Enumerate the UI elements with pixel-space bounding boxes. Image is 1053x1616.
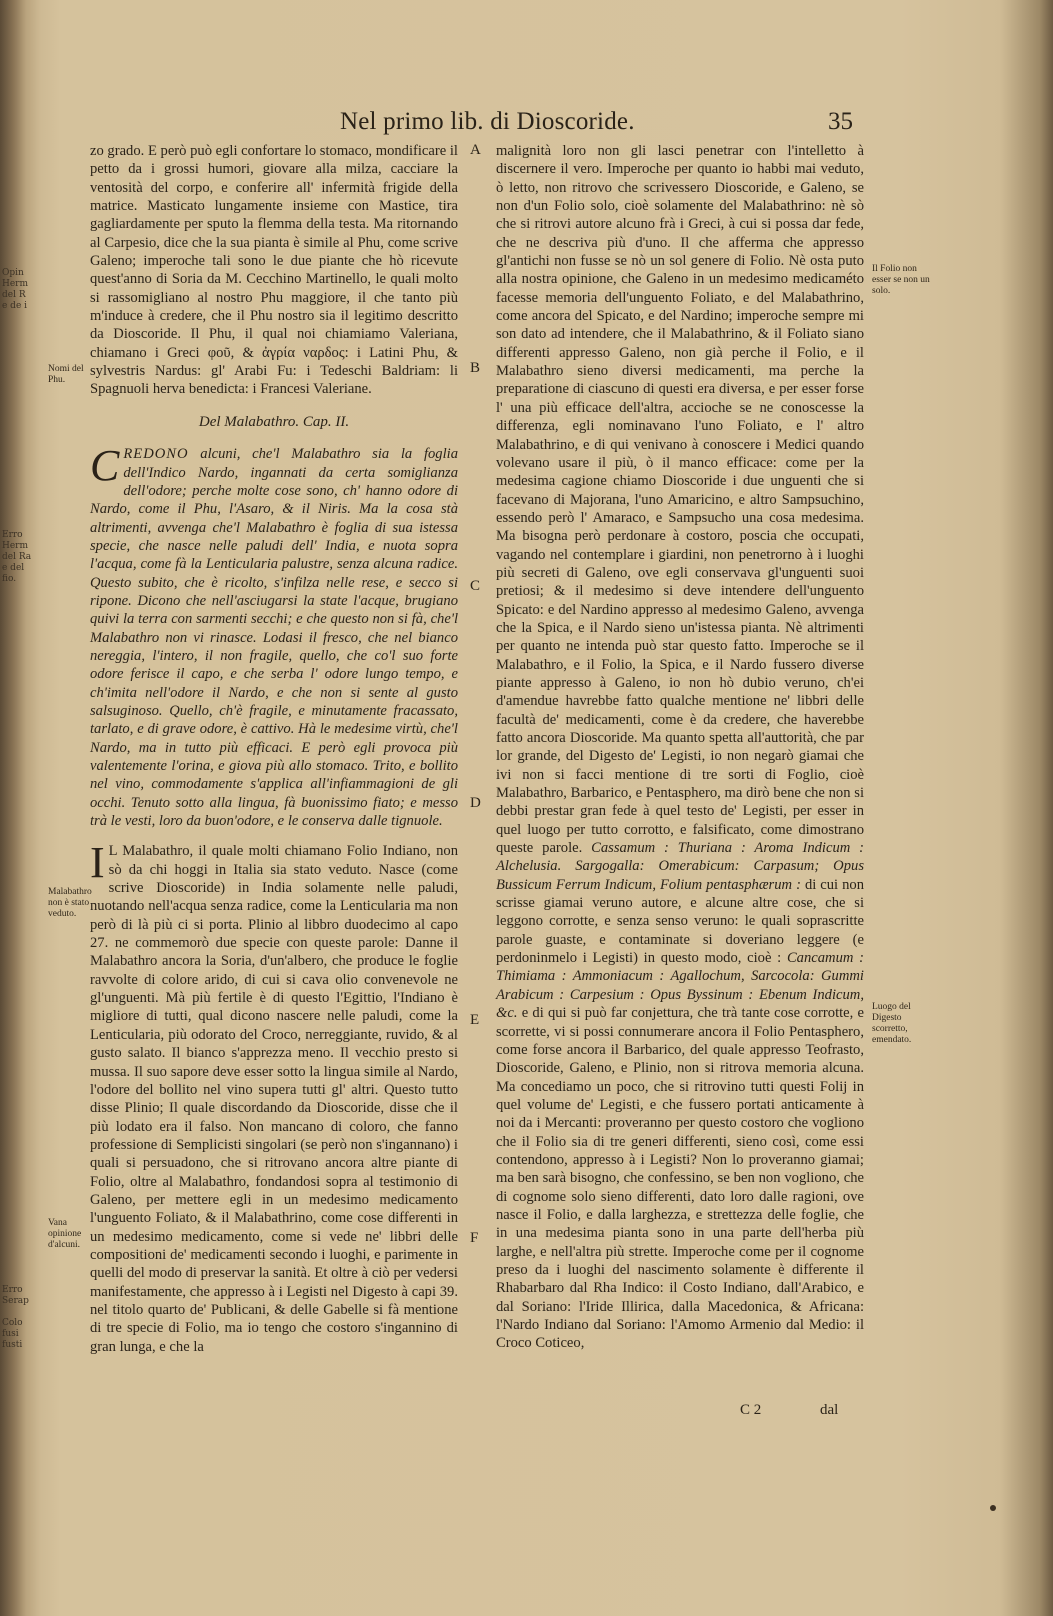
section-letter: C (470, 578, 481, 594)
opening-small-caps: REDONO (123, 446, 189, 463)
prev-margin-note: Opin (2, 268, 24, 278)
commentary-text (90, 838, 458, 1356)
prev-margin-note: fio. (2, 574, 17, 584)
chapter-body: alcuni, che'l Malabathro sia la foglia dell'Indico Nardo, ingannati da certa somiglianza dell'odore; perche molte cose sono, ch' hanno odore di Nardo, come il Phu, l'Asaro, & il Niris. Ma la cosa stà altrimenti, avvenga che'l Malabathro è foglia di sua istessa specie, che nasce nelle paludi dell' India, e nuota sopra l'acqua, come fà la Lenticularia palustre, senza alcuna radice. Questo subito, che è ricolto, s'infilza nelle rese, e secco si ripone. Dicono che nell'asciugarsi la state l'acque, brugiano quivi la terra con sarmenti secchi; e che questo non si fà, che'l Malabathro non vi rinasce. Lodasi il fresco, che nel bianco nereggia, l'intero, il non fragile, quello, che co'l suo forte odore ferisce il capo, e che serba l' odore lungo tempo, e ch'imita nell'odore il Nardo, e che non si sente al gusto salsuginoso. Quello, ch'è fragile, e minutamente fracassato, tarlato, e di grave odore, è cattivo. Hà le medesime virtù, che'l Nardo, ma in tutto più efficaci. E però egli provoca più valentemente l'orina, e giova più allo stomaco. Trito, e bollito nel vino, commodamente s'applica all'infiammagioni de gli occhi. Tenuto sotto alla lingua, fà buonissimo fiato; e messo trà le vesti, loro da buon'odore, e le conserva dalle tignuole. (90, 446, 458, 830)
page-number: 35 (828, 108, 853, 135)
side-note-folio: Il Folio non esser se non un solo. (872, 264, 930, 296)
prev-margin-note: e de i (2, 301, 28, 311)
prev-margin-note: e del (2, 563, 25, 573)
side-note-vana-opinione: Vana opinione d'alcuni. (48, 1218, 82, 1250)
drop-cap: I (90, 838, 105, 888)
prev-margin-note: Erro (2, 1285, 23, 1295)
commentary-body: L Malabathro, il quale molti chiamano Folio Indiano, non sò da chi hoggi in Italia sia stato veduto. Nasce (come scrive Dioscoride) in India solamente nelle paludi, nuotando nell'acqua senza radice, come la Lenticularia ma non però di là più ci si porta. Plinio al libbro duodecimo al capo 27. ne commemorò due specie con queste parole: Danne il Malabathro ancora la Soria, d'un'albero, che produce le foglie ravvolte di colore arido, di cui si cava olio convenevole ne gl'unguenti. Mà più fertile è di questo l'Egittio, l'Indiano è migliore di tutti, qual dicono nascere nelle paludi, come la Lenticularia, più odorato del Croco, nerreggiante, ruvido, & al gusto salato. Il bianco s'apprezza meno. Il vecchio presto si mussa. Il suo sapore deve esser sotto la lingua simile al Nardo, l'odore del bollito nel vino supera tutti gl' altri. Questo tutto disse Plinio; Il quale discordando da Dioscoride, disse che il più lodato era il falso. Non mancano di coloro, che fanno professione di Semplicisti singolari (se però non s'ingannano) i quali si persuadono, che si ritrovano ancora altre piante di Folio, oltre al Malabathro, fondandosi sopra al testimonio di Galeno, per mettere egli in un medesimo medicamento l'unguento Foliato, & il Malabathrino, come cose differenti in un medesimo medicamento, come si vede ne' libbri delle compositioni de' medicamenti secondo i luoghi, e parimente in quelli del modo di preservar la sanità. Et oltre à ciò per vedersi manifestamente, che appresso à i Legisti nel Digesto à capi 39. nel titolo quarto de' Publicani, & delle Gabelle si fà mentione di tre specie di Folio, ma io tengo che costoro s'ingannino di gran lunga, e che la (90, 843, 458, 1355)
section-letter: F (470, 1230, 479, 1246)
side-note-nomi: Nomi del Phu. (48, 364, 84, 385)
prev-margin-note: Colo (2, 1318, 23, 1328)
side-note-malabathro: Malabathro non è stato veduto. (48, 887, 92, 919)
signature-mark: C 2 (740, 1402, 762, 1418)
corrupt-quote: Cassamum : Thuriana : Aroma Indicum : Alchelusia. Sargogalla: Omerabicum: Carpasum; Opus Bussicum Ferrum Indicum, Folium pentasphærum : (496, 840, 864, 893)
prev-margin-note: Erro (2, 530, 23, 540)
section-letter: B (470, 360, 481, 376)
prev-margin-note: Serap (2, 1296, 29, 1306)
section-letter: D (470, 795, 481, 811)
prev-margin-note: fusti (2, 1340, 23, 1350)
prev-margin-note: del Ra (2, 552, 32, 562)
paragraph: di cui non scrisse giamai veruno autore, e alcune altre cose, che si leggono corrotte, e senza senso veruno: le quali soprascritte parole guaste, e contaminate si doveriano leggere (e perdoninmelo i Legisti) in questo modo, cioè : (496, 876, 864, 967)
paragraph: zo grado. E però può egli confortare lo stomaco, mondificare il petto da i grossi humori, giovare alla milza, cacciare la ventosità del corpo, e conferire all' infermità frigide della matrice. Masticato lungamente insieme con Mastice, tira gagliardamente per sputo la flemma della testa. Ma ritornando al Carpesio, dice che la sua pianta è simile al Phu, come scrive Galeno; imperoche tali sono le due piante che hò ricevute quest'anno di Soria da M. Cecchino Martinello, le quali molto si rassomigliano al nostro Phu maggiore, il che tanto più m'induce à credere, che il Phu nostro sia il legitimo descritto da Dioscoride. Il Phu, il qual noi chiamiamo Valeriana, chiamano i Greci φοῦ, & ἀγρία ναρδος: i Latini Phu, & sylvestris Nardus: gl' Arabi Fu: i Tedeschi Baldriam: li Spagnuoli herva benedicta: i Francesi Valeriane. (90, 143, 458, 398)
chapter-title: Del Malabathro. Cap. II. (198, 413, 350, 430)
corrected-quote: Cancamum : Thimiama : Ammoniacum : Agallochum, Sarcocola: Gummi Arabicum : Carpesium : Opus Byssinum : Ebenum Indicum, &c. (496, 950, 864, 1022)
page-header (330, 108, 853, 142)
ink-dot (990, 1505, 996, 1511)
section-letter: E (470, 1012, 480, 1028)
prev-margin-note: fusi (2, 1329, 19, 1339)
right-column (496, 142, 864, 1353)
chapter-text (90, 441, 458, 830)
previous-page-margin (0, 0, 32, 1616)
paragraph: malignità loro non gli lasci penetrar con l'intelletto à discernere il vero. Imperoche per quanto io habbi mai veduto, ò letto, non ritrovo che scrivessero Dioscoride, e Galeno, se non d'un Folio solo, cioè solamente del Malabathrino: nè sò che si ritrovi autore alcuno frà i Greci, à cui si possa dar fede, che ne descriva più d'uno. Il che afferma che appresso gl'antichi non fusse se nò un sol genere di Folio. Nè osta puto alla nostra opinione, che Galeno in un medesimo medicaméto facesse memoria dell'unguento Foliato, e del Malabathrino, come ancora del Spicato, e del Nardino; imperoche sempre mi son dato ad intendere, che il Malabathrino, & il Foliato siano differenti appresso Galeno, non già perche il Folio, e il Malabathro sieno diversi medicamenti, ma perche la preparatione di ciascuno di questi era diversa, e per esser forse l' una più efficace dell'altra, accioche se ne conoscesse la differenza, egli nominavano l'uno Foliato, e l' altro Malabathrino, e di qui venivano à conoscere i Medici quando volevano usare il più, ò il manco efficace: come per la medesima cagione chiamo Dioscoride i due unguenti che si facevano di Majorana, l'uno Amaricino, e altro Sampsuchino, essendo però l' Amaraco, e Sampsucho una cosa medesima. Ma bisogna però perdonare à costoro, poscia che occupati, vagando nel contemplare i giardini, non penetrorno à i luoghi più secreti di Galeno, ove egli conservava gl'unguenti suoi pretiosi; & il medesimo si deve intendere dell'unguento Spicato: e del Nardino appresso al medesimo Galeno, avvenga che la Spica, e il Nardo sieno un'istessa pianta. Nè altrimenti per quanto ne intenda può star questo fatto. Imperoche se il Malabathro, e il Folio, la Spica, e il Nardo fussero diverse piante appresso à Galeno, io non hò dubio veruno, ch'ei d'amendue havrebbe fatto qualche mentione ne' libbri delle facultà de' medicamenti, come è da credere, che haverebbe fatto ancora Dioscoride. Ma quanto spetta all'auttorità, che par lor grande, del Digesto de' Legisti, io non negarò giamai che ivi non si facci mentione di tre sorti di Foglio, cioè Malabathro, Barbarico, e Pentasphero, ma dirò bene che non si debbi prestar gran fede à quel testo de' Legisti, per esser in quel luogo per tutto corrotto, e falsificato, come dimostrano queste parole. (496, 143, 864, 857)
section-letter: A (470, 142, 481, 158)
left-column (90, 142, 458, 1356)
prev-margin-note: Herm (2, 541, 29, 551)
running-title: Nel primo lib. di Dioscoride. (340, 108, 635, 135)
prev-margin-note: Herm (2, 279, 29, 289)
side-note-luogo-digesto: Luogo del Digesto scorretto, emendato. (872, 1002, 912, 1045)
prev-margin-note: del R (2, 290, 26, 300)
catchword: dal (820, 1402, 839, 1418)
drop-cap: C (90, 441, 120, 491)
paragraph: e di qui si può far conjettura, che trà tante cose corrotte, e scorrette, vi si possi connumerare ancora il Folio Pentasphero, come forse ancora il Barbarico, del quale appresso Teofrasto, Dioscoride, Galeno, e Plinio, non si ritrova memoria alcuna. Ma concediamo un poco, che si ritrovino tutti questi Folij in quel volume de' Legisti, e che fussero portati anticamente à noi da i Mercanti: proveranno per questo costoro che vogliono che il Folio sia di tre generi differenti, sieno così, come essi contendono, appresso à i Legisti? Non lo proveranno giamai; ma ben sarà bisogno, che confessino, se ben non vogliono, che di cognome solo sieno differenti, dato loro dalle ragioni, ove nasce il Folio, e dalla larghezza, e strettezza delle foglie, che in una medesima pianta sono in una parte dell'herba più larghe, e nell'altra più strette. Imperoche come per il cognome preso da i luoghi del nascimento solamente è differente il Rhabarbaro dal Rha Indico: il Costo Indiano, dall'Arabico, e dal Soriano: l'Iride Illirica, dalla Macedonica, & Africana: l'Nardo Indiano dal Soriano: l'Amomo Armenio dal Medio: il Croco Cotiсeo, (496, 1005, 864, 1352)
